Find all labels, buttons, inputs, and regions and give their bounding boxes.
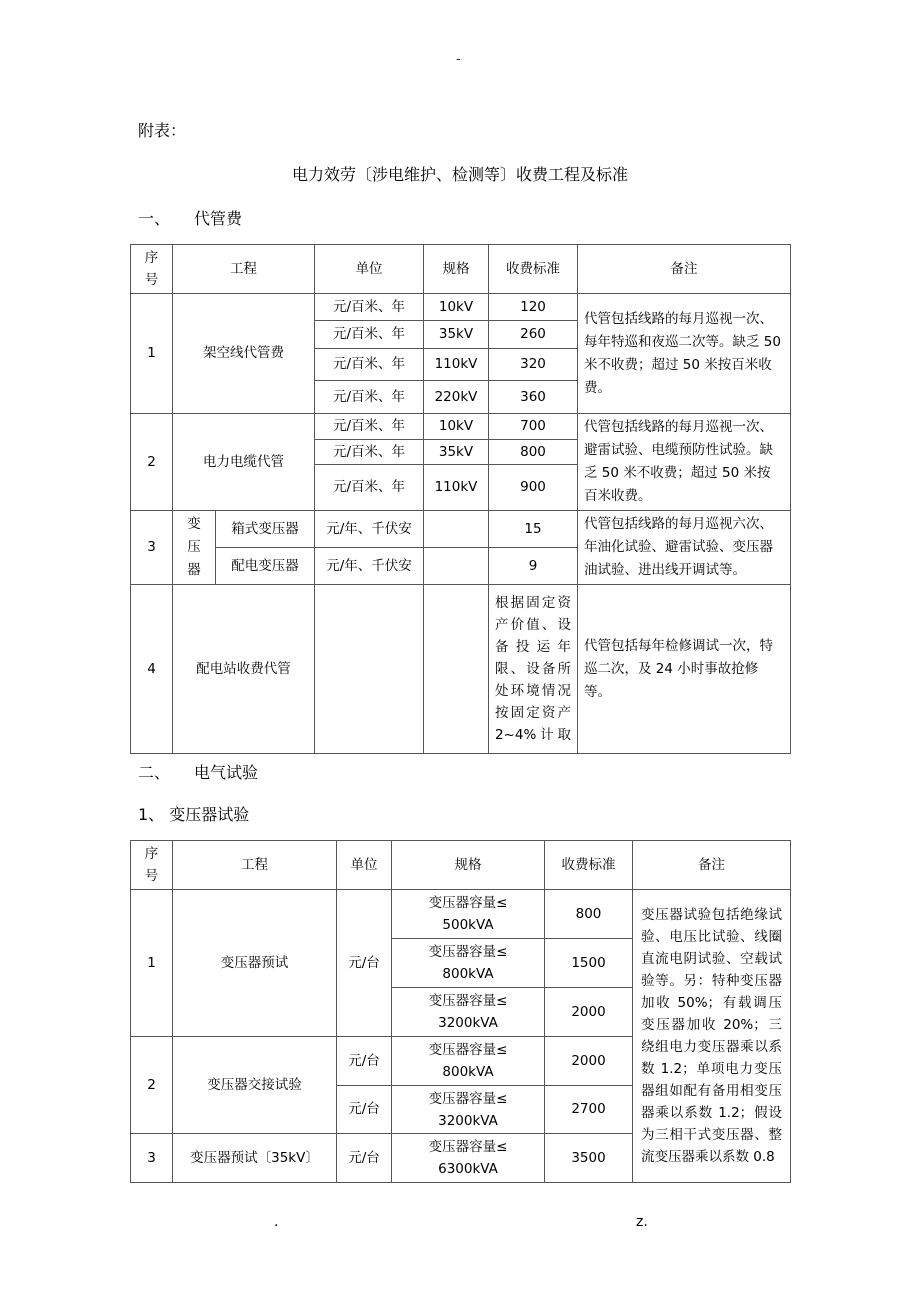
row-unit: 元/百米、年 bbox=[315, 465, 424, 511]
row-seq: 2 bbox=[131, 1037, 173, 1134]
appendix-label: 附表： bbox=[138, 121, 187, 140]
header-note: 备注 bbox=[633, 841, 791, 890]
table-row bbox=[131, 890, 791, 939]
management-fee-table bbox=[130, 244, 791, 754]
subsection-number: 1、 bbox=[138, 805, 165, 824]
row-spec: 110kV bbox=[424, 349, 489, 381]
row-spec: 35kV bbox=[424, 440, 489, 465]
row-fee: 800 bbox=[545, 890, 633, 939]
row-unit: 元/百米、年 bbox=[315, 381, 424, 414]
row-fee: 15 bbox=[489, 511, 578, 548]
header-note: 备注 bbox=[578, 245, 791, 294]
row-fee: 1500 bbox=[545, 939, 633, 988]
row-unit: 元/百米、年 bbox=[315, 321, 424, 349]
header-fee: 收费标准 bbox=[545, 841, 633, 890]
row-unit: 元/年、千伏安 bbox=[315, 511, 424, 548]
document-title: 电力效劳〔涉电维护、检测等〕收费工程及标准 bbox=[291, 165, 628, 184]
row-category-vertical: 变 压 器 bbox=[173, 511, 216, 585]
subsection-heading bbox=[138, 802, 249, 825]
row-fee: 700 bbox=[489, 414, 578, 440]
row-unit: 元/百米、年 bbox=[315, 440, 424, 465]
row-item: 架空线代管费 bbox=[173, 294, 315, 414]
row-unit bbox=[315, 585, 424, 754]
row-item: 变压器交接试验 bbox=[173, 1037, 337, 1134]
row-fee: 320 bbox=[489, 349, 578, 381]
row-item: 配电变压器 bbox=[216, 548, 315, 585]
row-note: 代管包括线路的每月巡视一次、避雷试验、电缆预防性试验。缺乏 50 米不收费；超过 50 米按百米收费。 bbox=[578, 414, 791, 511]
header-spec: 规格 bbox=[392, 841, 545, 890]
header-unit: 单位 bbox=[337, 841, 392, 890]
footer-right-mark: z. bbox=[636, 1214, 648, 1230]
row-spec: 变压器容量≤ 6300kVA bbox=[392, 1134, 545, 1183]
row-note: 代管包括线路的每月巡视六次、年油化试验、避雷试验、变压器油试验、进出线开调试等。 bbox=[578, 511, 791, 585]
row-note: 变压器试验包括绝缘试验、电压比试验、线圈直流电阴试验、空载试验等。另：特种变压器加收 50%；有载调压变压器加收 20%；三绕组电力变压器乘以系数 1.2；单项电力变压器组如配有备用相变压器乘以系数 1.2；假设为三相干式变压器、整流变压器乘以系数 0.8 bbox=[633, 890, 791, 1183]
row-fee: 3500 bbox=[545, 1134, 633, 1183]
row-seq: 2 bbox=[131, 414, 173, 511]
row-fee: 260 bbox=[489, 321, 578, 349]
row-spec: 220kV bbox=[424, 381, 489, 414]
row-seq: 1 bbox=[131, 294, 173, 414]
row-fee: 900 bbox=[489, 465, 578, 511]
table-header-row bbox=[131, 245, 791, 294]
section-number: 二、 bbox=[138, 763, 171, 782]
section-title: 电气试验 bbox=[194, 763, 259, 782]
section-number: 一、 bbox=[138, 209, 171, 228]
header-item: 工程 bbox=[173, 245, 315, 294]
row-unit: 元/台 bbox=[337, 1086, 392, 1134]
row-item: 变压器预试 bbox=[173, 890, 337, 1037]
section-title: 代管费 bbox=[194, 209, 243, 228]
row-seq: 3 bbox=[131, 511, 173, 585]
row-unit: 元/台 bbox=[337, 1134, 392, 1183]
table-row bbox=[131, 511, 791, 548]
row-unit: 元/百米、年 bbox=[315, 349, 424, 381]
table-row bbox=[131, 414, 791, 440]
row-fee: 360 bbox=[489, 381, 578, 414]
row-unit: 元/年、千伏安 bbox=[315, 548, 424, 585]
row-seq: 1 bbox=[131, 890, 173, 1037]
row-fee: 120 bbox=[489, 294, 578, 321]
row-spec: 变压器容量≤ 3200kVA bbox=[392, 988, 545, 1037]
row-spec bbox=[424, 548, 489, 585]
row-spec: 变压器容量≤ 800kVA bbox=[392, 939, 545, 988]
row-fee: 800 bbox=[489, 440, 578, 465]
row-item: 变压器预试〔35kV〕 bbox=[173, 1134, 337, 1183]
table-row bbox=[131, 585, 791, 754]
row-fee: 2000 bbox=[545, 988, 633, 1037]
row-spec: 110kV bbox=[424, 465, 489, 511]
row-item: 箱式变压器 bbox=[216, 511, 315, 548]
header-mark: - bbox=[456, 52, 461, 67]
row-spec: 10kV bbox=[424, 414, 489, 440]
row-spec bbox=[424, 585, 489, 754]
row-unit: 元/百米、年 bbox=[315, 294, 424, 321]
row-note: 代管包括线路的每月巡视一次、每年特巡和夜巡二次等。缺乏 50 米不收费；超过 50 米按百米收费。 bbox=[578, 294, 791, 414]
header-seq: 序 号 bbox=[131, 245, 173, 294]
header-unit: 单位 bbox=[315, 245, 424, 294]
row-item: 配电站收费代管 bbox=[173, 585, 315, 754]
row-unit: 元/百米、年 bbox=[315, 414, 424, 440]
header-fee: 收费标准 bbox=[489, 245, 578, 294]
row-fee: 9 bbox=[489, 548, 578, 585]
row-spec: 10kV bbox=[424, 294, 489, 321]
header-seq: 序 号 bbox=[131, 841, 173, 890]
row-spec: 变压器容量≤ 3200kVA bbox=[392, 1086, 545, 1134]
transformer-test-table bbox=[130, 840, 791, 1183]
row-unit: 元/台 bbox=[337, 1037, 392, 1086]
row-note: 代管包括每年检修调试一次，特巡二次，及 24 小时事故抢修等。 bbox=[578, 585, 791, 754]
section-heading-2 bbox=[138, 760, 258, 783]
subsection-title: 变压器试验 bbox=[169, 805, 250, 824]
row-item: 电力电缆代管 bbox=[173, 414, 315, 511]
row-spec bbox=[424, 511, 489, 548]
row-seq: 4 bbox=[131, 585, 173, 754]
row-seq: 3 bbox=[131, 1134, 173, 1183]
header-item: 工程 bbox=[173, 841, 337, 890]
row-unit: 元/台 bbox=[337, 890, 392, 1037]
row-spec: 变压器容量≤ 800kVA bbox=[392, 1037, 545, 1086]
row-spec: 变压器容量≤ 500kVA bbox=[392, 890, 545, 939]
footer-left-mark: . bbox=[274, 1214, 279, 1230]
row-fee: 根据固定资 产价值、设 备投运年 限、设备所 处环境情况 按固定资产 2~4%计取 bbox=[489, 585, 578, 754]
section-heading-1 bbox=[138, 206, 242, 229]
row-fee: 2000 bbox=[545, 1037, 633, 1086]
table-row bbox=[131, 294, 791, 321]
header-spec: 规格 bbox=[424, 245, 489, 294]
row-spec: 35kV bbox=[424, 321, 489, 349]
row-fee: 2700 bbox=[545, 1086, 633, 1134]
table-header-row bbox=[131, 841, 791, 890]
